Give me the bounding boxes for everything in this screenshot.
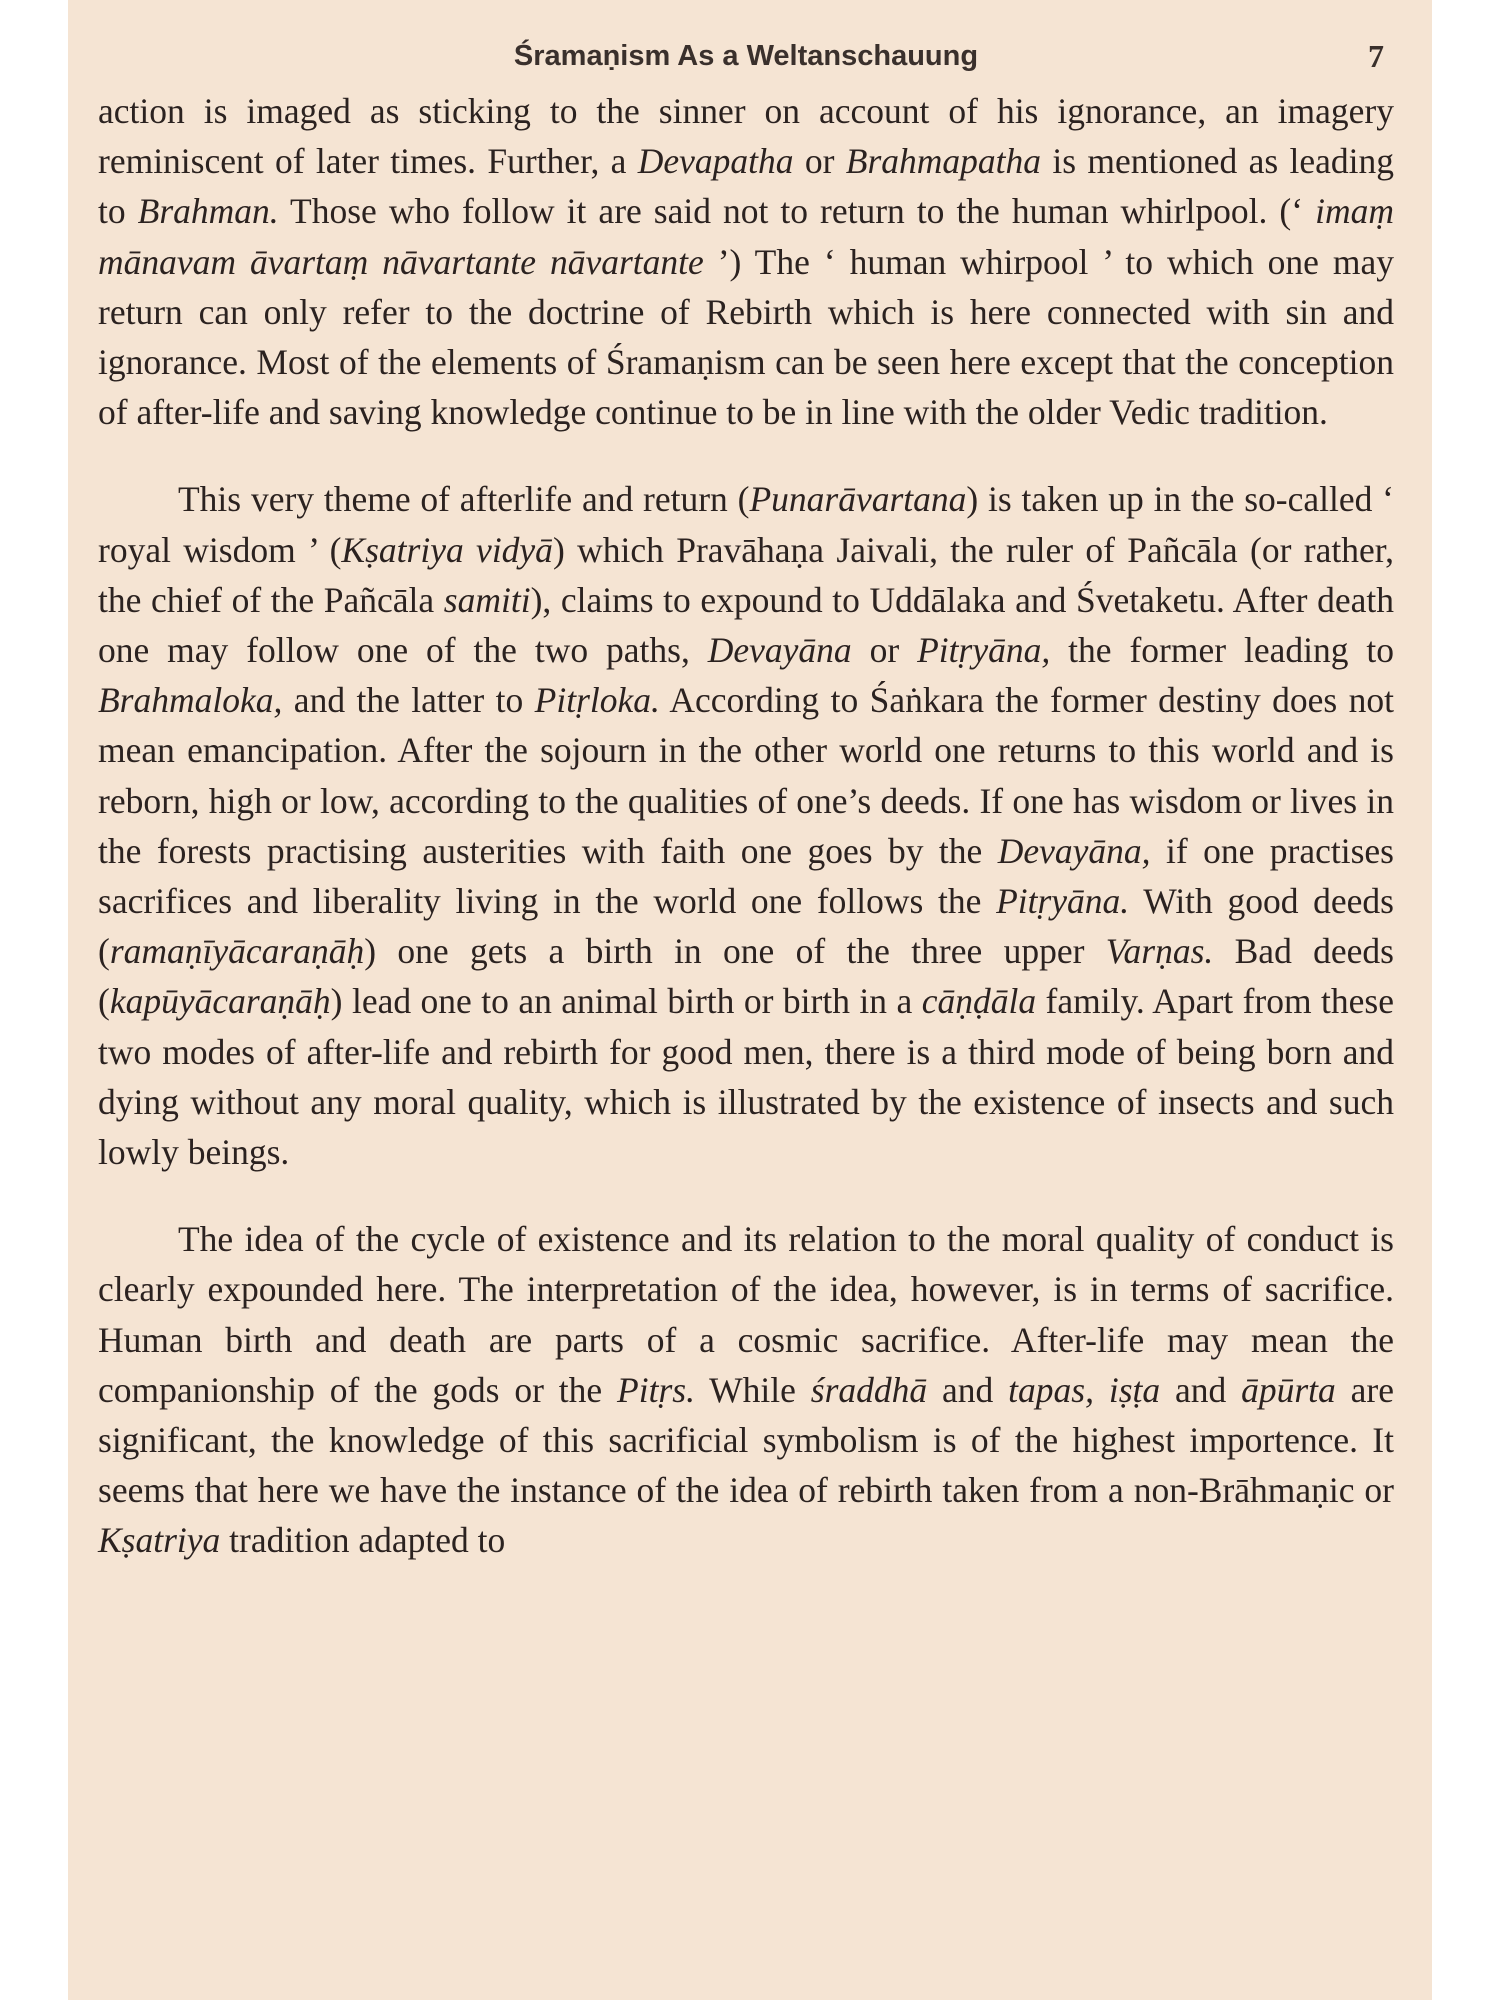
paragraph (98, 474, 1394, 1177)
italic-term: samiti (443, 579, 531, 620)
text-run: the former leading to (1050, 630, 1394, 671)
italic-term: Kṣatriya (98, 1520, 221, 1561)
italic-term: Punarāvartana (749, 479, 967, 520)
text-run: This very theme of afterlife and return ( (178, 479, 750, 520)
text-run: ) is taken up in the so-called ‘ royal wisdom ’ ( (98, 479, 1394, 570)
text-run: or (793, 141, 846, 182)
italic-term: Devapatha (637, 141, 794, 182)
book-page (68, 0, 1432, 2000)
text-run: or (851, 630, 918, 671)
italic-term: Pitṛs. (617, 1369, 695, 1410)
text-run: With good deeds ( (98, 881, 1394, 972)
italic-term: ramaṇīyācaraṇāḥ (109, 931, 365, 972)
text-run: are significant, the knowledge of this sacrificial symbolism is of the highest importence. It seems that here we have the instance of the idea of rebirth taken from a non-Brāhmaṇic or (98, 1369, 1394, 1511)
italic-term: Brahmapatha (845, 141, 1042, 182)
text-run (1094, 1370, 1109, 1410)
italic-term: Pitṛloka. (534, 680, 660, 721)
italic-term: kapūyācaraṇāḥ (109, 981, 331, 1022)
text-run: and (1160, 1369, 1242, 1410)
italic-term: imaṃ mānavam āvartaṃ nāvartante nāvartante (98, 191, 1394, 282)
text-run: ) one gets a birth in one of the three upper (364, 931, 1106, 972)
italic-term: tapas, (1008, 1369, 1094, 1410)
italic-term: Devayāna, (997, 830, 1151, 871)
text-run: and (927, 1369, 1009, 1410)
italic-term: cāṇḍāla (921, 981, 1037, 1022)
italic-term: Brahman. (137, 191, 279, 232)
paragraph (98, 1214, 1394, 1565)
italic-term: Pitṛyāna. (996, 881, 1130, 922)
text-run: According to Śaṅkara the former destiny does not mean emancipation. After the sojourn in the other world one returns to this world and is reborn, high or low, according to the qualities of one’s deeds. If one has wisdom or lives in the forests practising austerities with faith one goes by the (98, 680, 1394, 871)
text-run: Bad deeds ( (98, 931, 1394, 1022)
italic-term: Varṇas. (1105, 931, 1214, 972)
paragraph (98, 86, 1394, 437)
text-run: ) lead one to an animal birth or birth in a (330, 981, 922, 1022)
text-run: tradition adapted to (220, 1520, 506, 1561)
italic-term: iṣṭa (1108, 1369, 1161, 1410)
text-run: The idea of the cycle of existence and its relation to the moral quality of conduct is clearly expounded here. The interpretation of the idea, however, is in terms of sacrifice. Human birth and death are parts of a cosmic sacrifice. After-life may mean the companionship of the gods or the (98, 1219, 1394, 1410)
page-header (98, 36, 1394, 86)
italic-term: śraddhā (810, 1369, 928, 1410)
page-number: 7 (1368, 38, 1384, 74)
text-run: While (694, 1369, 811, 1410)
italic-term: Brahmaloka, (98, 680, 283, 721)
text-run: is mentioned as leading to (98, 141, 1394, 232)
text-run: if one practises sacrifices and liberality living in the world one follows the (98, 830, 1395, 922)
text-run: and the latter to (282, 680, 535, 721)
text-run: ’) The ‘ human whirpool ’ to which one may return can only refer to the doctrine of Rebirth which is here connected with sin and ignorance. Most of the elements of Śramaṇism can be seen here except that the conception of after-life and saving knowledge continue to be in line with the older Vedic tradition. (98, 241, 1394, 433)
italic-term: Kṣatriya vidyā (341, 529, 553, 570)
text-run: ), claims to expound to Uddālaka and Śvetaketu. After death one may follow one of the two paths, (98, 579, 1394, 671)
text-run: ) which Pravāhaṇa Jaivali, the ruler of Pañcāla (or rather, the chief of the Pañcāla (98, 529, 1394, 620)
italic-term: āpūrta (1241, 1369, 1336, 1410)
text-run: action is imaged as sticking to the sinner on account of his ignorance, an imagery reminiscent of later times. Further, a (98, 91, 1394, 182)
text-run: Those who follow it are said not to return to the human whirlpool. (‘ (278, 191, 1316, 232)
italic-term: Pitṛyāna, (917, 630, 1051, 671)
text-run: family. Apart from these two modes of after-life and rebirth for good men, there is a third mode of being born and dying without any moral quality, which is illustrated by the existence of insects and such lowly beings. (98, 981, 1394, 1173)
body-text (98, 86, 1394, 1566)
italic-term: Devayāna (707, 630, 852, 671)
running-title: Śramaṇism As a Weltanschauung (513, 40, 979, 72)
